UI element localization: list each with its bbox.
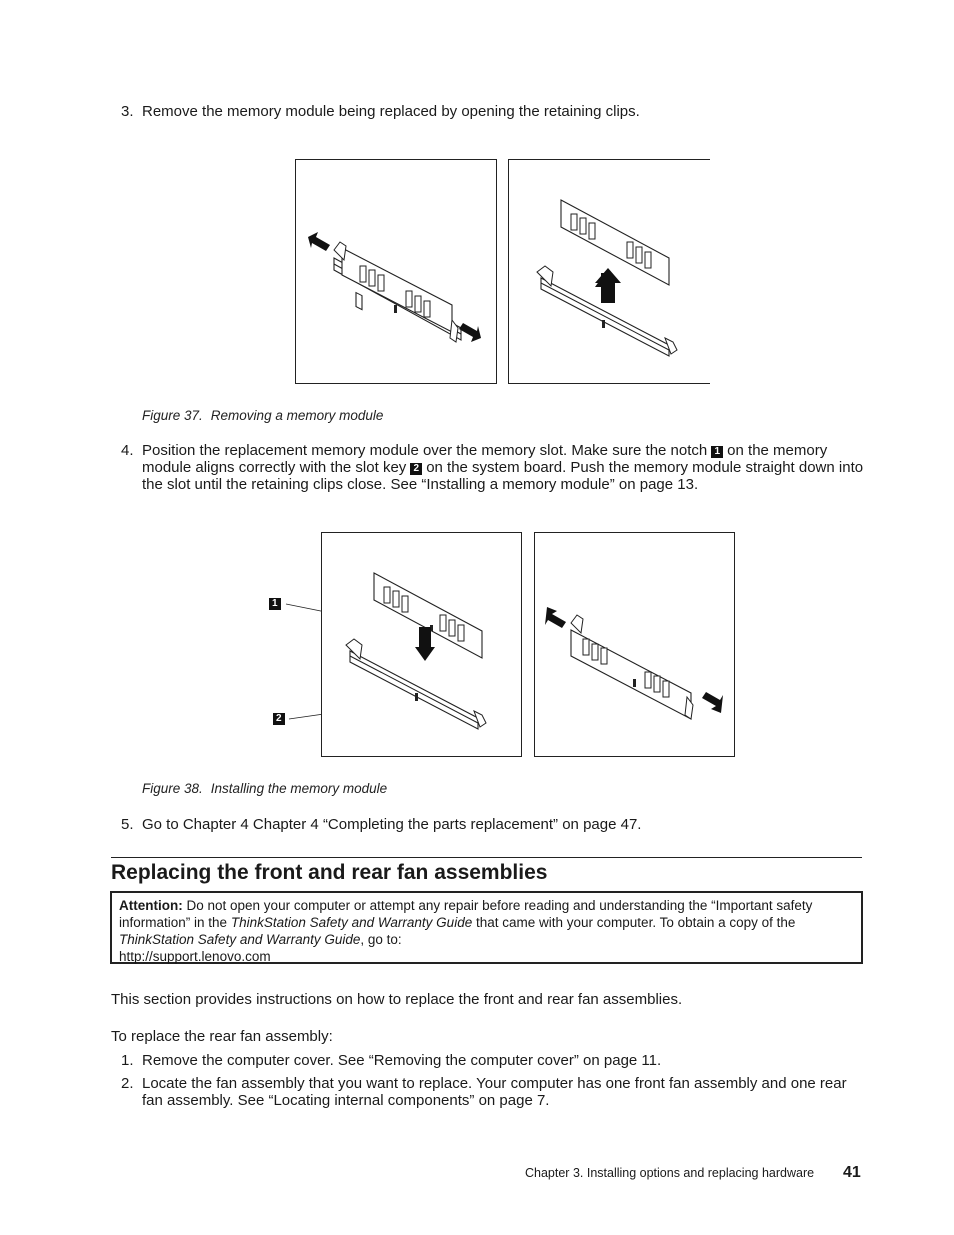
step-number: 4.	[121, 442, 134, 459]
figure-37-panel-right	[508, 159, 710, 384]
section-title: Replacing the front and rear fan assemblies	[111, 861, 548, 884]
memory-module-clips-open-illustration	[296, 160, 496, 383]
step-text: Go to Chapter 4 Chapter 4 “Completing the parts replacement” on page 47.	[142, 816, 642, 833]
attention-notice	[110, 891, 863, 964]
figure-title: Installing the memory module	[210, 781, 388, 796]
figure-37-caption	[142, 408, 383, 423]
step-text: Remove the memory module being replaced by opening the retaining clips.	[142, 103, 640, 120]
step-text: Remove the computer cover. See “Removing the computer cover” on page 11.	[142, 1052, 662, 1069]
page-number: 41	[843, 1164, 861, 1181]
guide-title-1: ThinkStation Safety and Warranty Guide	[230, 915, 473, 930]
step-text-part1: Position the replacement memory module over the memory slot. Make sure the notch	[142, 442, 708, 459]
step-text-part3: on the system board. Push the memory module straight down into the slot until the retaining clips close. See “Installing a memory module” on page 13.	[142, 459, 864, 493]
callout-badge-2: 2	[410, 463, 422, 475]
attention-text-2: that came with your computer. To obtain a copy of the	[475, 915, 796, 930]
footer-chapter: Chapter 3. Installing options and replacing hardware	[525, 1166, 815, 1180]
rear-step-2	[121, 1075, 862, 1109]
attention-text-1: Do not open your computer or attempt any repair before reading and understanding the “Important safety information” in the	[119, 898, 813, 930]
section-divider	[111, 857, 862, 858]
figure-38-panel-left	[321, 532, 522, 757]
figure-38-callout-1: 1	[269, 598, 281, 610]
step-text-part2: on the memory module aligns correctly with the slot key	[142, 442, 828, 476]
figure-38-panel-right	[534, 532, 735, 757]
figure-label: Figure 38.	[142, 781, 203, 796]
step-number: 2.	[121, 1075, 134, 1092]
guide-title-2: ThinkStation Safety and Warranty Guide	[119, 932, 361, 947]
attention-text-3: , go to:	[360, 932, 402, 947]
attention-label: Attention:	[119, 898, 183, 913]
memory-module-seated-illustration	[535, 533, 734, 756]
step-4	[121, 442, 864, 493]
section-intro: This section provides instructions on how to replace the front and rear fan assemblies.	[111, 991, 683, 1008]
step-number: 5.	[121, 816, 134, 833]
figure-label: Figure 37.	[142, 408, 203, 423]
rear-fan-intro: To replace the rear fan assembly:	[111, 1028, 333, 1045]
figure-37-panel-left	[295, 159, 497, 384]
rear-step-1	[121, 1052, 862, 1069]
step-text: Locate the fan assembly that you want to replace. Your computer has one front fan assembly and one rear fan assembly. See “Locating internal components” on page 7.	[142, 1075, 847, 1109]
memory-module-lifted-illustration	[509, 160, 710, 383]
step-3	[121, 103, 862, 120]
support-url[interactable]: http://support.lenovo.com	[119, 949, 271, 964]
figure-38-caption	[142, 781, 387, 796]
figure-38-callout-2: 2	[273, 713, 285, 725]
figure-title: Removing a memory module	[210, 408, 384, 423]
memory-module-aligned-illustration	[322, 533, 521, 756]
step-number: 1.	[121, 1052, 134, 1069]
step-5	[121, 816, 862, 833]
step-number: 3.	[121, 103, 134, 120]
callout-badge-1: 1	[711, 446, 723, 458]
